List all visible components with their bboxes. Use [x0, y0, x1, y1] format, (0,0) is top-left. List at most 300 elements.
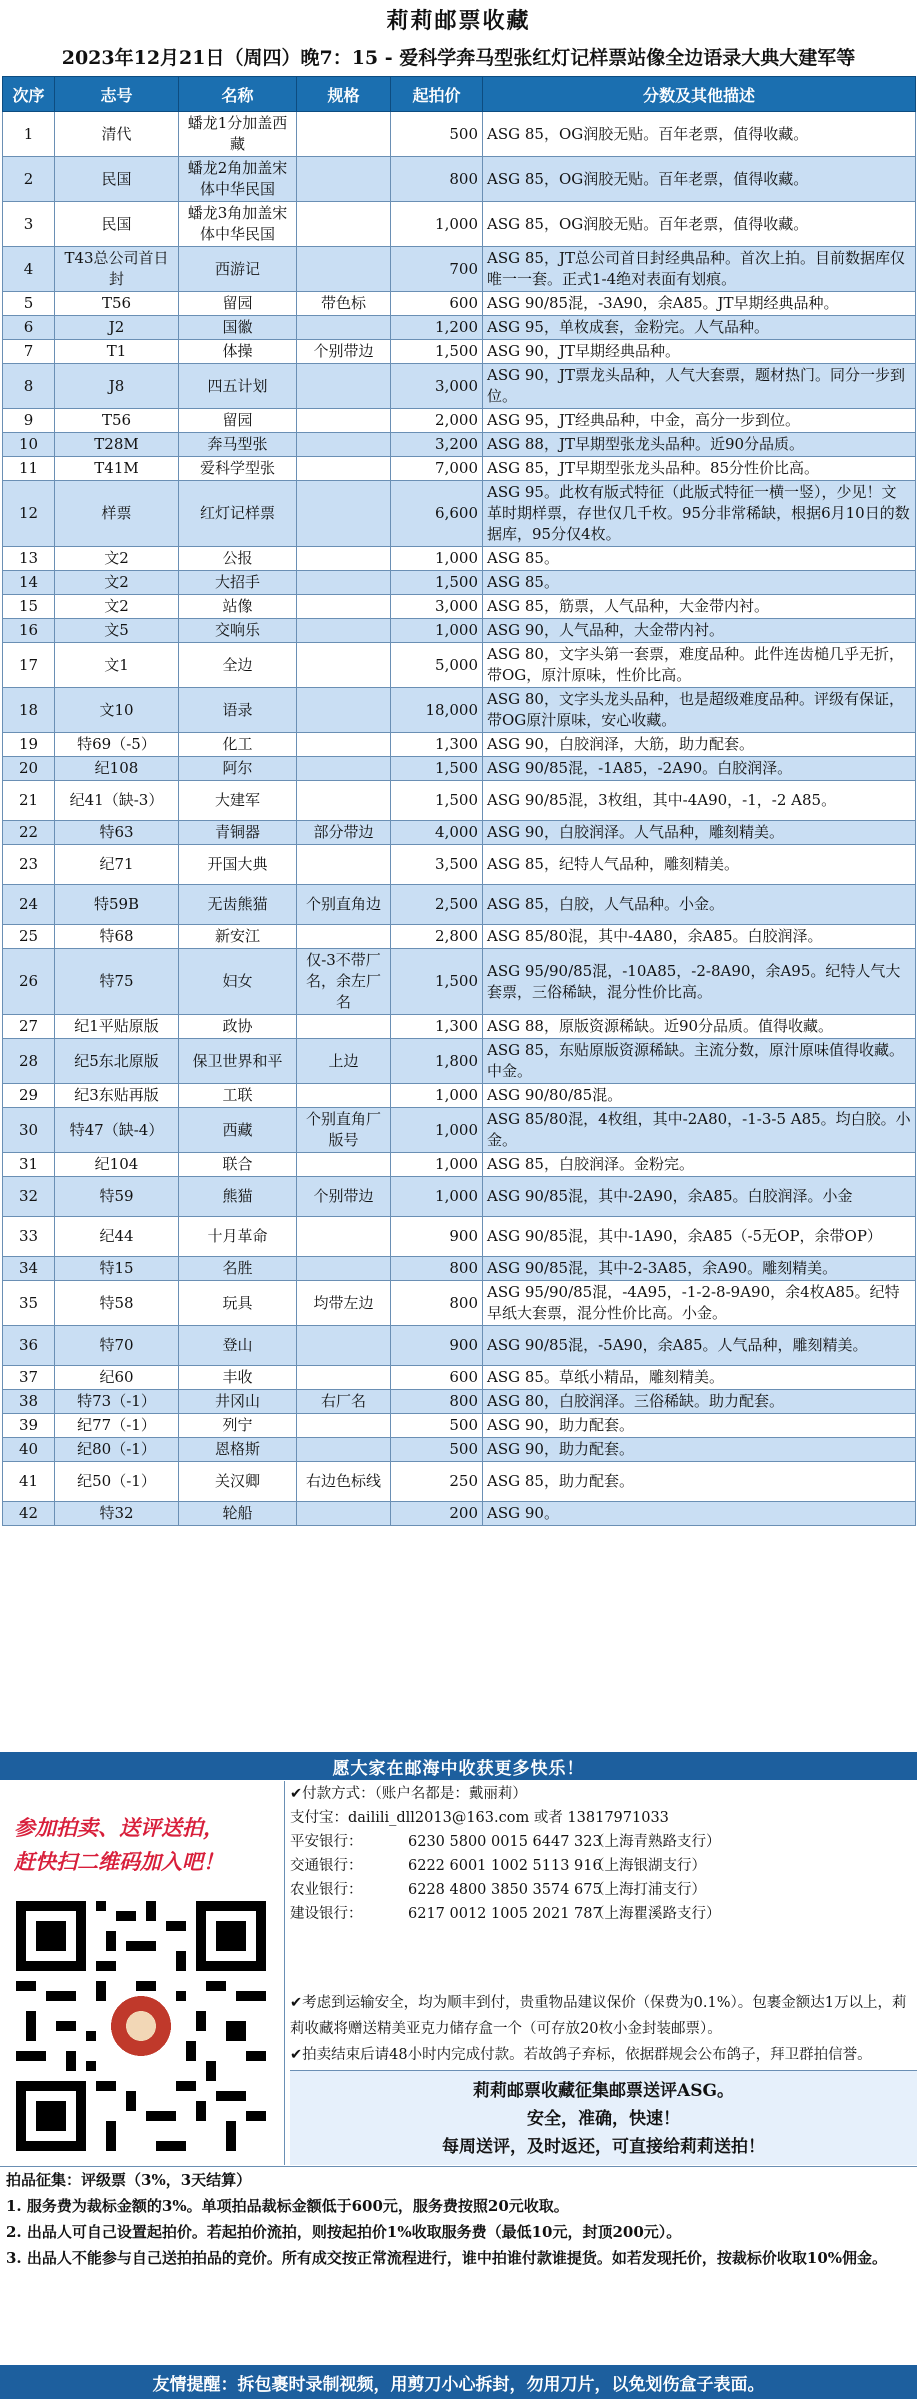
table-row — [3, 292, 916, 316]
alipay-label: 支付宝： — [290, 1810, 348, 1826]
lot-number: 6 — [3, 316, 55, 340]
lot-start-price: 900 — [391, 1217, 483, 1257]
lot-spec — [297, 547, 391, 571]
lot-code: 文10 — [55, 688, 179, 733]
lot-name: 青铜器 — [179, 821, 297, 845]
lot-spec: 个别带边 — [297, 1177, 391, 1217]
lot-start-price: 1,500 — [391, 340, 483, 364]
lot-spec: 个别带边 — [297, 340, 391, 364]
lot-code: T56 — [55, 409, 179, 433]
lot-start-price: 2,800 — [391, 925, 483, 949]
lot-table-body — [3, 112, 916, 1526]
lot-description: ASG 95。此枚有版式特征（此版式特征一横一竖），少见！文革时期样票，存世仅几千枚。95分非常稀缺，根据6月10日的数据库，95分仅4枚。 — [483, 481, 916, 547]
lot-name: 保卫世界和平 — [179, 1039, 297, 1084]
lot-name: 开国大典 — [179, 845, 297, 885]
lot-start-price: 18,000 — [391, 688, 483, 733]
lot-number: 16 — [3, 619, 55, 643]
lot-spec: 带色标 — [297, 292, 391, 316]
lot-number: 9 — [3, 409, 55, 433]
lot-name: 留园 — [179, 292, 297, 316]
lot-start-price: 1,000 — [391, 1177, 483, 1217]
lot-start-price: 1,200 — [391, 316, 483, 340]
consignment-rules — [0, 2166, 917, 2367]
lot-spec — [297, 1438, 391, 1462]
table-row — [3, 1462, 916, 1502]
lot-code: 文2 — [55, 595, 179, 619]
lot-number: 13 — [3, 547, 55, 571]
lot-description: ASG 95，JT经典品种，中金，高分一步到位。 — [483, 409, 916, 433]
bank-branch: （上海青熟路支行） — [590, 1834, 721, 1850]
lot-spec: 个别直角边 — [297, 885, 391, 925]
lot-start-price: 800 — [391, 157, 483, 202]
lot-name: 新安江 — [179, 925, 297, 949]
table-row — [3, 949, 916, 1015]
lot-code: 民国 — [55, 202, 179, 247]
lot-description: ASG 85，OG润胶无贴。百年老票，值得收藏。 — [483, 157, 916, 202]
lot-spec — [297, 595, 391, 619]
table-row — [3, 433, 916, 457]
bank-row — [290, 1902, 912, 1926]
qr-code-icon[interactable] — [16, 1901, 266, 2151]
table-row — [3, 688, 916, 733]
lot-description: ASG 90，助力配套。 — [483, 1414, 916, 1438]
lot-spec: 均带左边 — [297, 1281, 391, 1326]
lot-description: ASG 80，白胶润泽。三俗稀缺。助力配套。 — [483, 1390, 916, 1414]
lot-start-price: 800 — [391, 1390, 483, 1414]
lot-spec: 右边色标线 — [297, 1462, 391, 1502]
lot-start-price: 5,000 — [391, 643, 483, 688]
header-code: 志号 — [55, 77, 179, 112]
lot-spec — [297, 571, 391, 595]
lot-spec: 部分带边 — [297, 821, 391, 845]
lot-name: 体操 — [179, 340, 297, 364]
alipay-row — [290, 1806, 912, 1830]
promo-line-1: 参加拍卖、送评送拍， — [14, 1815, 224, 1840]
table-row — [3, 1177, 916, 1217]
lot-description: ASG 90，人气品种，大金带内衬。 — [483, 619, 916, 643]
lot-description: ASG 90/85混，其中-2-3A85，余A90。雕刻精美。 — [483, 1257, 916, 1281]
lot-spec — [297, 112, 391, 157]
lot-description: ASG 85/80混，4枚组，其中-2A80，-1-3-5 A85。均白胶。小金。 — [483, 1108, 916, 1153]
bank-row — [290, 1830, 912, 1854]
table-row — [3, 202, 916, 247]
lot-name: 公报 — [179, 547, 297, 571]
lot-number: 42 — [3, 1502, 55, 1526]
table-row — [3, 1326, 916, 1366]
lot-code: 清代 — [55, 112, 179, 157]
table-row — [3, 340, 916, 364]
lot-code: 民国 — [55, 157, 179, 202]
lot-name: 蟠龙3角加盖宋体中华民国 — [179, 202, 297, 247]
note-item: ✔拍卖结束后请48小时内完成付款。若故鸽子弃标，依据群规会公布鸽子，拜卫群拍信誉。 — [290, 2047, 872, 2063]
lot-description: ASG 95/90/85混，-10A85，-2-8A90，余A95。纪特人气大套票，三俗稀缺，混分性价比高。 — [483, 949, 916, 1015]
lot-spec — [297, 316, 391, 340]
lot-name: 语录 — [179, 688, 297, 733]
table-header-row — [3, 77, 916, 112]
lot-description: ASG 90，JT早期经典品种。 — [483, 340, 916, 364]
table-row — [3, 481, 916, 547]
lot-spec — [297, 247, 391, 292]
lot-description: ASG 85，OG润胶无贴。百年老票，值得收藏。 — [483, 112, 916, 157]
lot-code: 文2 — [55, 547, 179, 571]
lot-code: 特63 — [55, 821, 179, 845]
lot-number: 25 — [3, 925, 55, 949]
lot-number: 21 — [3, 781, 55, 821]
lot-code: 特69（-5） — [55, 733, 179, 757]
lot-number: 35 — [3, 1281, 55, 1326]
lot-name: 站像 — [179, 595, 297, 619]
bank-name: 农业银行： — [290, 1882, 363, 1898]
lot-name: 关汉卿 — [179, 1462, 297, 1502]
lot-name: 妇女 — [179, 949, 297, 1015]
lot-number: 19 — [3, 733, 55, 757]
lot-name: 轮船 — [179, 1502, 297, 1526]
table-row — [3, 925, 916, 949]
lot-start-price: 3,200 — [391, 433, 483, 457]
lot-number: 7 — [3, 340, 55, 364]
lot-description: ASG 90/85混，3枚组，其中-4A90，-1，-2 A85。 — [483, 781, 916, 821]
lot-number: 5 — [3, 292, 55, 316]
lot-name: 工联 — [179, 1084, 297, 1108]
lot-description: ASG 90，白胶润泽。人气品种，雕刻精美。 — [483, 821, 916, 845]
lot-description: ASG 85。 — [483, 547, 916, 571]
qr-panel — [0, 1781, 285, 2165]
lot-number: 12 — [3, 481, 55, 547]
table-row — [3, 364, 916, 409]
lot-number: 10 — [3, 433, 55, 457]
lot-code: 纪104 — [55, 1153, 179, 1177]
lot-name: 十月革命 — [179, 1217, 297, 1257]
table-row — [3, 1015, 916, 1039]
lot-description: ASG 85，助力配套。 — [483, 1462, 916, 1502]
table-row — [3, 1108, 916, 1153]
lot-start-price: 1,500 — [391, 781, 483, 821]
bank-row — [290, 1854, 912, 1878]
lot-name: 登山 — [179, 1326, 297, 1366]
lot-name: 大建军 — [179, 781, 297, 821]
lot-number: 27 — [3, 1015, 55, 1039]
lot-start-price: 250 — [391, 1462, 483, 1502]
lot-description: ASG 90/80/85混。 — [483, 1084, 916, 1108]
lot-spec — [297, 733, 391, 757]
lot-start-price: 500 — [391, 112, 483, 157]
lot-name: 化工 — [179, 733, 297, 757]
lot-spec — [297, 781, 391, 821]
lot-number: 36 — [3, 1326, 55, 1366]
lot-code: J2 — [55, 316, 179, 340]
lot-start-price: 1,500 — [391, 949, 483, 1015]
lot-spec — [297, 1084, 391, 1108]
table-row — [3, 1502, 916, 1526]
bank-account: 6217 0012 1005 2021 787 — [408, 1906, 602, 1922]
table-row — [3, 316, 916, 340]
lot-name: 留园 — [179, 409, 297, 433]
lot-number: 40 — [3, 1438, 55, 1462]
lot-number: 26 — [3, 949, 55, 1015]
table-row — [3, 457, 916, 481]
header-desc: 分数及其他描述 — [483, 77, 916, 112]
lot-description: ASG 90，白胶润泽，大筋，助力配套。 — [483, 733, 916, 757]
lot-code: 文2 — [55, 571, 179, 595]
lot-name: 名胜 — [179, 1257, 297, 1281]
lot-number: 4 — [3, 247, 55, 292]
lot-code: 纪41（缺-3） — [55, 781, 179, 821]
lot-start-price: 900 — [391, 1326, 483, 1366]
lot-name: 奔马型张 — [179, 433, 297, 457]
lot-start-price: 1,300 — [391, 733, 483, 757]
lot-description: ASG 85。草纸小精品，雕刻精美。 — [483, 1366, 916, 1390]
lot-description: ASG 88，原版资源稀缺。近90分品质。值得收藏。 — [483, 1015, 916, 1039]
lot-spec — [297, 925, 391, 949]
bank-name: 平安银行： — [290, 1834, 363, 1850]
promo-line-2: 赶快扫二维码加入吧！ — [14, 1849, 224, 1874]
lot-name: 井冈山 — [179, 1390, 297, 1414]
lot-description: ASG 85，白胶润泽。金粉完。 — [483, 1153, 916, 1177]
lot-number: 15 — [3, 595, 55, 619]
lot-code: 特58 — [55, 1281, 179, 1326]
lot-code: T28M — [55, 433, 179, 457]
lot-spec — [297, 1257, 391, 1281]
lot-start-price: 1,500 — [391, 757, 483, 781]
lot-number: 37 — [3, 1366, 55, 1390]
lot-description: ASG 85。 — [483, 571, 916, 595]
lot-description: ASG 85，筋票，人气品种，大金带内衬。 — [483, 595, 916, 619]
lot-code: 特32 — [55, 1502, 179, 1526]
lot-description: ASG 90。 — [483, 1502, 916, 1526]
lot-spec — [297, 688, 391, 733]
lot-number: 38 — [3, 1390, 55, 1414]
rules-item: 1. 服务费为裁标金额的3%。单项拍品裁标金额低于600元，服务费按照20元收取。 — [6, 2197, 569, 2215]
lot-code: 特68 — [55, 925, 179, 949]
lot-description: ASG 90/85混，-5A90，余A85。人气品种，雕刻精美。 — [483, 1326, 916, 1366]
lot-start-price: 800 — [391, 1281, 483, 1326]
table-row — [3, 1217, 916, 1257]
header-spec: 规格 — [297, 77, 391, 112]
lot-number: 31 — [3, 1153, 55, 1177]
lot-description: ASG 80，文字头龙头品种，也是超级难度品种。评级有保证，带OG原汁原味，安心收藏。 — [483, 688, 916, 733]
lot-spec — [297, 1366, 391, 1390]
lot-name: 西游记 — [179, 247, 297, 292]
lot-code: 特75 — [55, 949, 179, 1015]
lot-code: 纪3东贴再版 — [55, 1084, 179, 1108]
lot-name: 爱科学型张 — [179, 457, 297, 481]
lot-code: T43总公司首日封 — [55, 247, 179, 292]
table-row — [3, 1390, 916, 1414]
lot-code: 纪60 — [55, 1366, 179, 1390]
lot-spec — [297, 1217, 391, 1257]
lot-start-price: 3,000 — [391, 364, 483, 409]
lot-spec — [297, 409, 391, 433]
auction-subtitle: 2023年12月21日（周四）晚7：15 - 爱科学奔马型张红灯记样票站像全边语录大典大建军等 — [61, 46, 856, 69]
lot-number: 18 — [3, 688, 55, 733]
table-row — [3, 547, 916, 571]
lot-number: 1 — [3, 112, 55, 157]
lot-spec — [297, 845, 391, 885]
lot-number: 20 — [3, 757, 55, 781]
lot-number: 30 — [3, 1108, 55, 1153]
lot-code: 纪77（-1） — [55, 1414, 179, 1438]
lot-spec — [297, 1015, 391, 1039]
lot-code: 特47（缺-4） — [55, 1108, 179, 1153]
lot-spec — [297, 1153, 391, 1177]
lot-number: 14 — [3, 571, 55, 595]
table-row — [3, 1039, 916, 1084]
table-row — [3, 781, 916, 821]
table-row — [3, 821, 916, 845]
lot-number: 28 — [3, 1039, 55, 1084]
header-price: 起拍价 — [391, 77, 483, 112]
lot-start-price: 7,000 — [391, 457, 483, 481]
header-no: 次序 — [3, 77, 55, 112]
bank-name: 建设银行： — [290, 1906, 363, 1922]
lot-number: 24 — [3, 885, 55, 925]
lot-start-price: 3,000 — [391, 595, 483, 619]
table-row — [3, 845, 916, 885]
lot-description: ASG 90/85混，-1A85，-2A90。白胶润泽。 — [483, 757, 916, 781]
lot-name: 丰收 — [179, 1366, 297, 1390]
lot-code: 纪1平贴原版 — [55, 1015, 179, 1039]
lot-start-price: 3,500 — [391, 845, 483, 885]
lot-spec — [297, 1502, 391, 1526]
lot-number: 32 — [3, 1177, 55, 1217]
lot-description: ASG 88，JT早期型张龙头品种。近90分品质。 — [483, 433, 916, 457]
rules-item: 3. 出品人不能参与自己送拍拍品的竞价。所有成交按正常流程进行，谁中拍谁付款谁提货。如若发现托价，按裁标价收取10%佣金。 — [6, 2249, 888, 2267]
lot-name: 大招手 — [179, 571, 297, 595]
lot-code: T1 — [55, 340, 179, 364]
lot-start-price: 2,000 — [391, 409, 483, 433]
lot-name: 交响乐 — [179, 619, 297, 643]
table-row — [3, 885, 916, 925]
bank-branch: （上海瞿溪路支行） — [590, 1906, 721, 1922]
lot-code: 特59 — [55, 1177, 179, 1217]
lot-start-price: 2,500 — [391, 885, 483, 925]
lot-start-price: 6,600 — [391, 481, 483, 547]
lot-start-price: 1,300 — [391, 1015, 483, 1039]
lot-name: 蟠龙1分加盖西藏 — [179, 112, 297, 157]
lot-name: 西藏 — [179, 1108, 297, 1153]
lot-spec — [297, 202, 391, 247]
payment-heading: ✔付款方式：（账户名都是：戴丽莉） — [290, 1786, 527, 1802]
lot-number: 39 — [3, 1414, 55, 1438]
lot-spec — [297, 1414, 391, 1438]
lot-start-price: 1,000 — [391, 202, 483, 247]
table-row — [3, 157, 916, 202]
table-row — [3, 571, 916, 595]
lot-code: 特59B — [55, 885, 179, 925]
lot-code: 纪71 — [55, 845, 179, 885]
lot-description: ASG 80，文字头第一套票，难度品种。此件连齿槌几乎无折，带OG，原汁原味，性价比高。 — [483, 643, 916, 688]
lot-code: J8 — [55, 364, 179, 409]
lot-spec: 右厂名 — [297, 1390, 391, 1414]
lot-name: 国徽 — [179, 316, 297, 340]
lot-name: 全边 — [179, 643, 297, 688]
asg-submission-box — [290, 2070, 917, 2165]
lot-name: 红灯记样票 — [179, 481, 297, 547]
bank-branch: （上海银湖支行） — [590, 1858, 706, 1874]
lot-description: ASG 95，单枚成套，金粉完。人气品种。 — [483, 316, 916, 340]
lot-start-price: 800 — [391, 1257, 483, 1281]
greeting-banner: 愿大家在邮海中收获更多快乐！ — [0, 1752, 917, 1780]
lot-start-price: 1,000 — [391, 547, 483, 571]
lot-code: T56 — [55, 292, 179, 316]
lot-code: 文1 — [55, 643, 179, 688]
table-row — [3, 1257, 916, 1281]
bank-branch: （上海打浦支行） — [590, 1882, 706, 1898]
alipay-value: dailili_dll2013@163.com 或者 13817971033 — [348, 1810, 669, 1826]
lot-code: 纪5东北原版 — [55, 1039, 179, 1084]
lot-number: 41 — [3, 1462, 55, 1502]
lot-start-price: 1,000 — [391, 1084, 483, 1108]
lot-spec — [297, 619, 391, 643]
lot-spec: 仅-3不带厂名，余左厂名 — [297, 949, 391, 1015]
lot-start-price: 600 — [391, 292, 483, 316]
asg-line-1: 莉莉邮票收藏征集邮票送评ASG。 — [473, 2081, 734, 2101]
lot-start-price: 600 — [391, 1366, 483, 1390]
lot-code: T41M — [55, 457, 179, 481]
lot-start-price: 500 — [391, 1438, 483, 1462]
lot-number: 22 — [3, 821, 55, 845]
lot-number: 33 — [3, 1217, 55, 1257]
rules-heading: 拍品征集：评级票（3%，3天结算） — [6, 2171, 252, 2189]
lot-number: 23 — [3, 845, 55, 885]
lot-start-price: 700 — [391, 247, 483, 292]
lot-name: 蟠龙2角加盖宋体中华民国 — [179, 157, 297, 202]
lot-start-price: 1,000 — [391, 1108, 483, 1153]
table-row — [3, 112, 916, 157]
lot-spec — [297, 457, 391, 481]
lot-spec — [297, 433, 391, 457]
lot-start-price: 500 — [391, 1414, 483, 1438]
lot-spec: 上边 — [297, 1039, 391, 1084]
lot-description: ASG 90/85混，-3A90，余A85。JT早期经典品种。 — [483, 292, 916, 316]
lot-table — [2, 76, 916, 1526]
lot-description: ASG 85，白胶，人气品种。小金。 — [483, 885, 916, 925]
lot-description: ASG 90/85混，其中-2A90，余A85。白胶润泽。小金 — [483, 1177, 916, 1217]
lot-description: ASG 85，JT早期型张龙头品种。85分性价比高。 — [483, 457, 916, 481]
lot-description: ASG 85，OG润胶无贴。百年老票，值得收藏。 — [483, 202, 916, 247]
lot-description: ASG 85/80混，其中-4A80，余A85。白胶润泽。 — [483, 925, 916, 949]
note-item: ✔考虑到运输安全，均为顺丰到付，贵重物品建议保价（保费为0.1%）。包裹金额达1万以上，莉莉收藏将赠送精美亚克力储存盒一个（可存放20枚小金封装邮票）。 — [290, 1995, 907, 2037]
lot-name: 恩格斯 — [179, 1438, 297, 1462]
table-row — [3, 247, 916, 292]
bank-account: 6230 5800 0015 6447 323 — [408, 1834, 602, 1850]
rules-item: 2. 出品人可自己设置起拍价。若起拍价流拍，则按起拍价1%收取服务费（最低10元，封顶200元）。 — [6, 2223, 682, 2241]
lot-name: 无齿熊猫 — [179, 885, 297, 925]
bank-row — [290, 1878, 912, 1902]
lot-spec — [297, 364, 391, 409]
lot-code: 纪50（-1） — [55, 1462, 179, 1502]
lot-name: 阿尔 — [179, 757, 297, 781]
table-row — [3, 595, 916, 619]
lot-number: 34 — [3, 1257, 55, 1281]
lot-spec — [297, 643, 391, 688]
lot-start-price: 1,000 — [391, 1153, 483, 1177]
table-row — [3, 409, 916, 433]
bank-account: 6222 6001 1002 5113 916 — [408, 1858, 602, 1874]
lot-spec — [297, 757, 391, 781]
bank-name: 交通银行： — [290, 1858, 363, 1874]
lot-name: 列宁 — [179, 1414, 297, 1438]
asg-line-2: 安全，准确，快速！ — [527, 2109, 680, 2129]
join-promo — [14, 1811, 274, 1879]
lot-description: ASG 90，助力配套。 — [483, 1438, 916, 1462]
bank-list — [290, 1830, 912, 1926]
lot-number: 2 — [3, 157, 55, 202]
lot-code: 特73（-1） — [55, 1390, 179, 1414]
lot-number: 8 — [3, 364, 55, 409]
lot-number: 29 — [3, 1084, 55, 1108]
lot-name: 熊猫 — [179, 1177, 297, 1217]
